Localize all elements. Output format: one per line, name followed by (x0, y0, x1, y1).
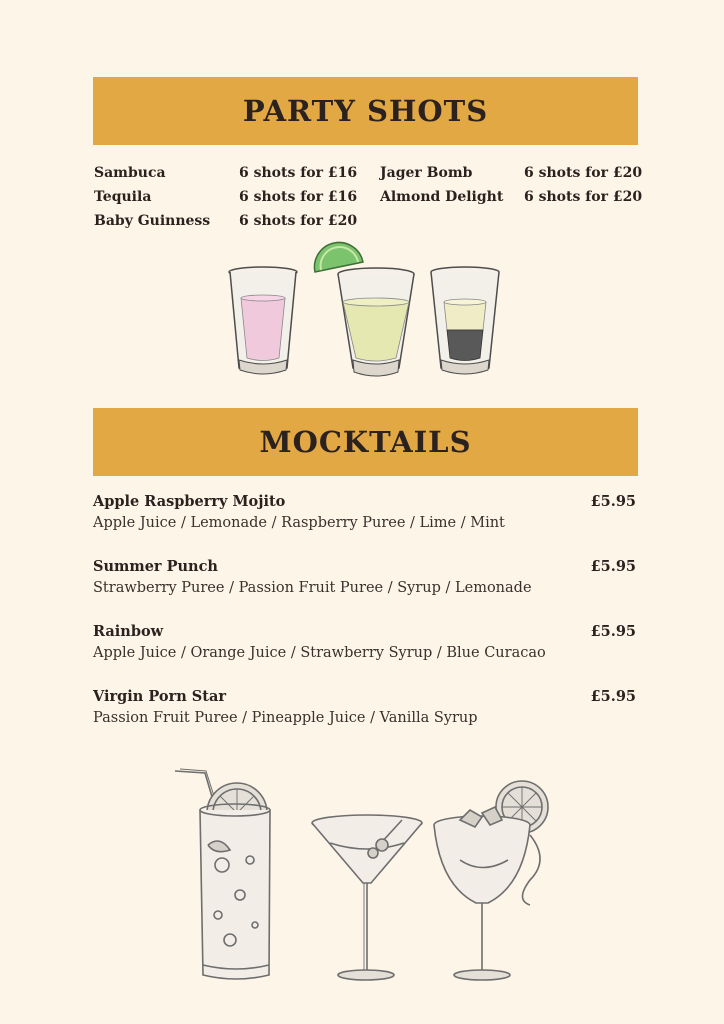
mocktails-banner (93, 408, 638, 476)
mocktail-item (93, 688, 638, 726)
mocktail-ingredients: Apple Juice / Lemonade / Raspberry Puree / Lime / Mint (93, 515, 505, 531)
mocktail-glasses-illustration (170, 765, 560, 990)
shot-name: Baby Guinness (94, 213, 211, 229)
mocktail-price: £5.95 (590, 558, 636, 575)
shot-name: Jager Bomb (380, 165, 473, 181)
shot-price: 6 shots for £16 (239, 165, 358, 181)
mocktail-ingredients: Apple Juice / Orange Juice / Strawberry Syrup / Blue Curacao (93, 645, 546, 661)
shot-name: Almond Delight (380, 189, 504, 205)
party-shots-title: PARTY SHOTS (242, 94, 489, 128)
mocktail-price: £5.95 (590, 688, 636, 705)
mocktail-price: £5.95 (590, 493, 636, 510)
mocktail-name: Virgin Porn Star (93, 688, 226, 705)
mocktail-item (93, 623, 638, 661)
martini-glass-icon (312, 815, 422, 980)
mocktail-ingredients: Strawberry Puree / Passion Fruit Puree / Syrup / Lemonade (93, 580, 532, 596)
party-shots-banner (93, 77, 638, 145)
shot-price: 6 shots for £20 (239, 213, 358, 229)
pink-shot-glass-icon (229, 267, 297, 374)
mocktail-price: £5.95 (590, 623, 636, 640)
shot-price: 6 shots for £20 (524, 165, 643, 181)
mocktail-ingredients: Passion Fruit Puree / Pineapple Juice / Vanilla Syrup (93, 710, 478, 726)
layered-shot-glass-icon (431, 267, 499, 374)
shot-name: Sambuca (94, 165, 166, 181)
shot-price: 6 shots for £16 (239, 189, 358, 205)
mocktail-item (93, 558, 638, 596)
mocktail-item (93, 493, 638, 531)
mocktail-name: Apple Raspberry Mojito (93, 493, 286, 510)
cocktail-glass-icon (434, 781, 548, 980)
highball-glass-icon (175, 769, 270, 979)
mocktail-name: Rainbow (93, 623, 164, 640)
mocktail-name: Summer Punch (93, 558, 218, 575)
mocktails-title: MOCKTAILS (259, 425, 472, 459)
lime-shot-glass-icon (314, 242, 414, 376)
shot-name: Tequila (94, 189, 152, 205)
shot-glasses-illustration (225, 250, 505, 385)
shot-price: 6 shots for £20 (524, 189, 643, 205)
